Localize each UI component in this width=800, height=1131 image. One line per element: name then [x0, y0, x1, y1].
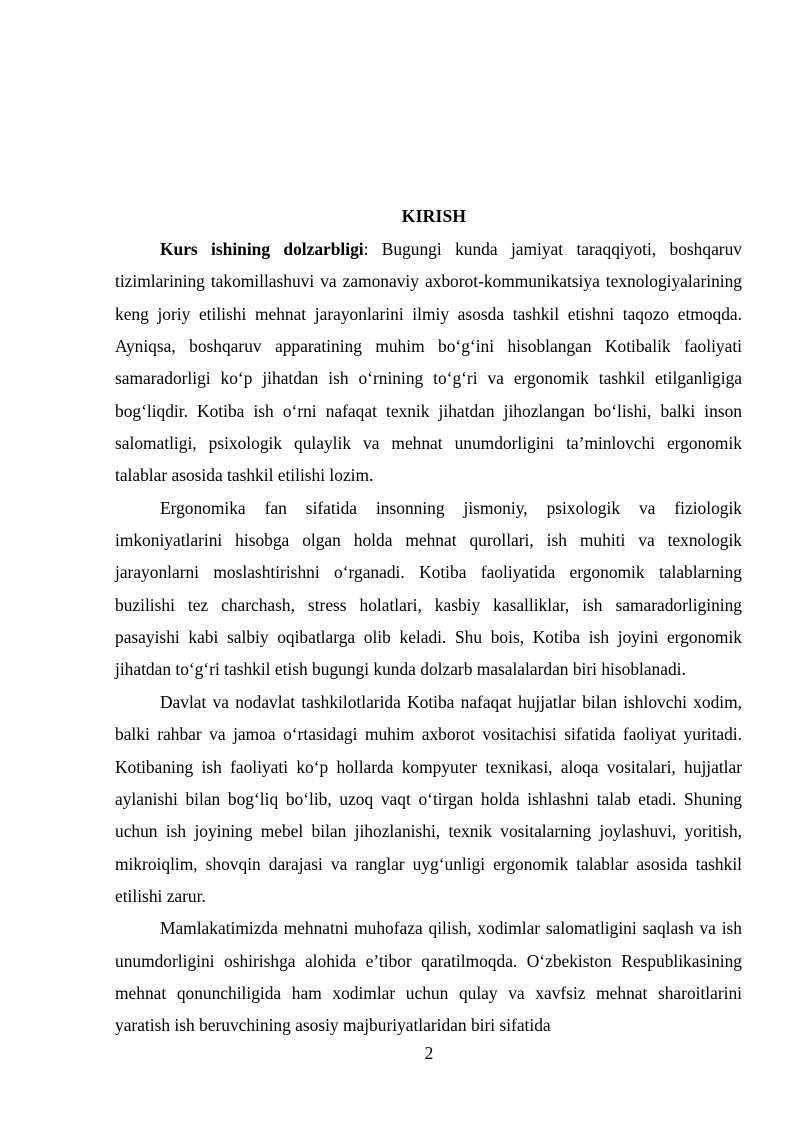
paragraph-text: Davlat va nodavlat tashkilotlarida Kotiba nafaqat hujjatlar bilan ishlovchi xodim, balki rahbar va jamoa o‘rtasidagi muhim axborot vositachisi sifatida faoliyat yuritadi. Kotibaning ish faoliyati ko‘p hollarda kompyuter texnikasi, aloqa vositalari, hujjatlar aylanishi bilan bog‘liq bo‘lib, uzoq vaqt o‘tirgan holda ishlashni talab etadi. Shuning uchun ish joyining mebel bilan jihozlanishi, texnik vositalarning joylashuvi, yoritish, mikroiqlim, shovqin darajasi va ranglar uyg‘unligi ergonomik talablar asosida tashkil etilishi zarur.: [115, 691, 742, 906]
paragraph-lead: Kurs ishining dolzarbligi: [160, 239, 364, 259]
paragraph-text: : Bugungi kunda jamiyat taraqqiyoti, boshqaruv tizimlarining takomillashuvi va zamonaviy axborot-kommunikatsiya texnologiyalarining keng joriy etilishi mehnat jarayonlarini ilmiy asosda tashkil etishni taqozo etmoqda. Ayniqsa, boshqaruv apparatining muhim bo‘g‘ini hisoblangan Kotibalik faoliyati samaradorligi ko‘p jihatdan ish o‘rnining to‘g‘ri va ergonomik tashkil etilganligiga bog‘liqdir. Kotiba ish o‘rni nafaqat texnik jihatdan jihozlangan bo‘lishi, balki inson salomatligi, psixologik qulaylik va mehnat unumdorligini ta’minlovchi ergonomik talablar asosida tashkil etilishi lozim.: [115, 239, 742, 486]
paragraph: [115, 233, 742, 492]
paragraph: [115, 912, 742, 1041]
body-text: [115, 233, 742, 1042]
page-number: 2: [424, 1043, 434, 1063]
paragraph: [115, 686, 742, 912]
paragraph-text: Mamlakatimizda mehnatni muhofaza qilish, xodimlar salomatligini saqlash va ish unumdorligini oshirishga alohida e’tibor qaratilmoqda. O‘zbekiston Respublikasining mehnat qonunchiligida ham xodimlar uchun qulay va xavfsiz mehnat sharoitlarini yaratish ish beruvchining asosiy majburiyatlaridan biri sifatida: [115, 918, 742, 1036]
section-heading: KIRISH: [401, 206, 467, 226]
paragraph: [115, 492, 742, 686]
paragraph-text: Ergonomika fan sifatida insonning jismoniy, psixologik va fiziologik imkoniyatlarini hisobga olgan holda mehnat qurollari, ish muhiti va texnologik jarayonlarni moslashtirishni o‘rganadi. Kotiba faoliyatida ergonomik talablarning buzilishi tez charchash, stress holatlari, kasbiy kasalliklar, ish samaradorligining pasayishi kabi salbiy oqibatlarga olib keladi. Shu bois, Kotiba ish joyini ergonomik jihatdan to‘g‘ri tashkil etish bugungi kunda dolzarb masalalardan biri hisoblanadi.: [115, 497, 742, 680]
